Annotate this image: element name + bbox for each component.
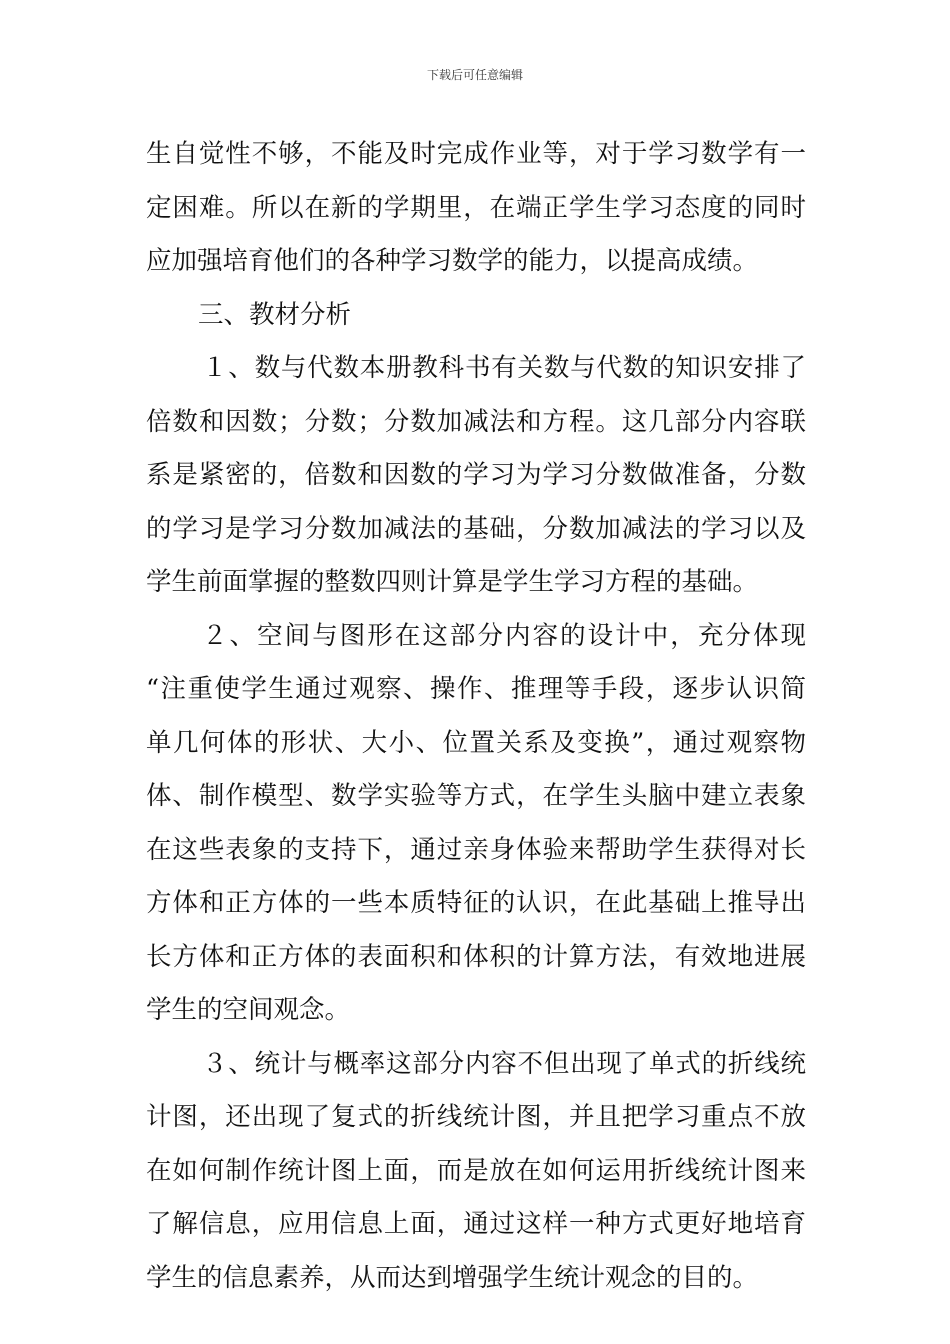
text-line: 生自觉性不够，不能及时完成作业等，对于学习数学有一	[146, 139, 806, 169]
text-line: 在如何制作统计图上面，而是放在如何运用折线统计图来	[146, 1155, 806, 1186]
text-line: 方体和正方体的一些本质特征的认识，在此基础上推导出	[146, 888, 806, 918]
text-line: 定困难。所以在新的学期里，在端正学生学习态度的同时	[146, 192, 806, 223]
text-line: “注重使学生通过观察、操作、推理等手段，逐步认识简	[146, 674, 806, 704]
text-line: 的学习是学习分数加减法的基础，分数加减法的学习以及	[146, 513, 806, 544]
text-line: １、数与代数本册教科书有关数与代数的知识安排了	[202, 353, 806, 383]
text-line: 系是紧密的，倍数和因数的学习为学习分数做准备，分数	[146, 460, 806, 490]
text-line: 单几何体的形状、大小、位置关系及变换”，通过观察物	[146, 727, 806, 758]
section-heading: 三、教材分析	[198, 299, 352, 330]
text-line: 计图，还出现了复式的折线统计图，并且把学习重点不放	[146, 1102, 806, 1132]
text-line: 倍数和因数；分数；分数加减法和方程。这几部分内容联	[146, 406, 806, 437]
text-line: 应加强培育他们的各种学习数学的能力，以提高成绩。	[146, 246, 759, 276]
text-line: 了解信息，应用信息上面，通过这样一种方式更好地培育	[146, 1209, 806, 1239]
text-line: 学生的信息素养，从而达到增强学生统计观念的目的。	[146, 1262, 759, 1293]
text-line: 在这些表象的支持下，通过亲身体验来帮助学生获得对长	[146, 834, 806, 865]
text-line: 长方体和正方体的表面积和体积的计算方法，有效地进展	[146, 941, 806, 972]
text-line: 体、制作模型、数学实验等方式，在学生头脑中建立表象	[146, 781, 806, 811]
text-line: 学生的空间观念。	[146, 995, 351, 1025]
page-header: 下载后可任意编辑	[426, 68, 523, 82]
text-line: ３、统计与概率这部分内容不但出现了单式的折线统	[202, 1048, 806, 1079]
text-line: 学生前面掌握的整数四则计算是学生学习方程的基础。	[146, 567, 759, 597]
text-line: ２、空间与图形在这部分内容的设计中，充分体现	[202, 620, 806, 651]
document-body	[146, 128, 806, 1305]
